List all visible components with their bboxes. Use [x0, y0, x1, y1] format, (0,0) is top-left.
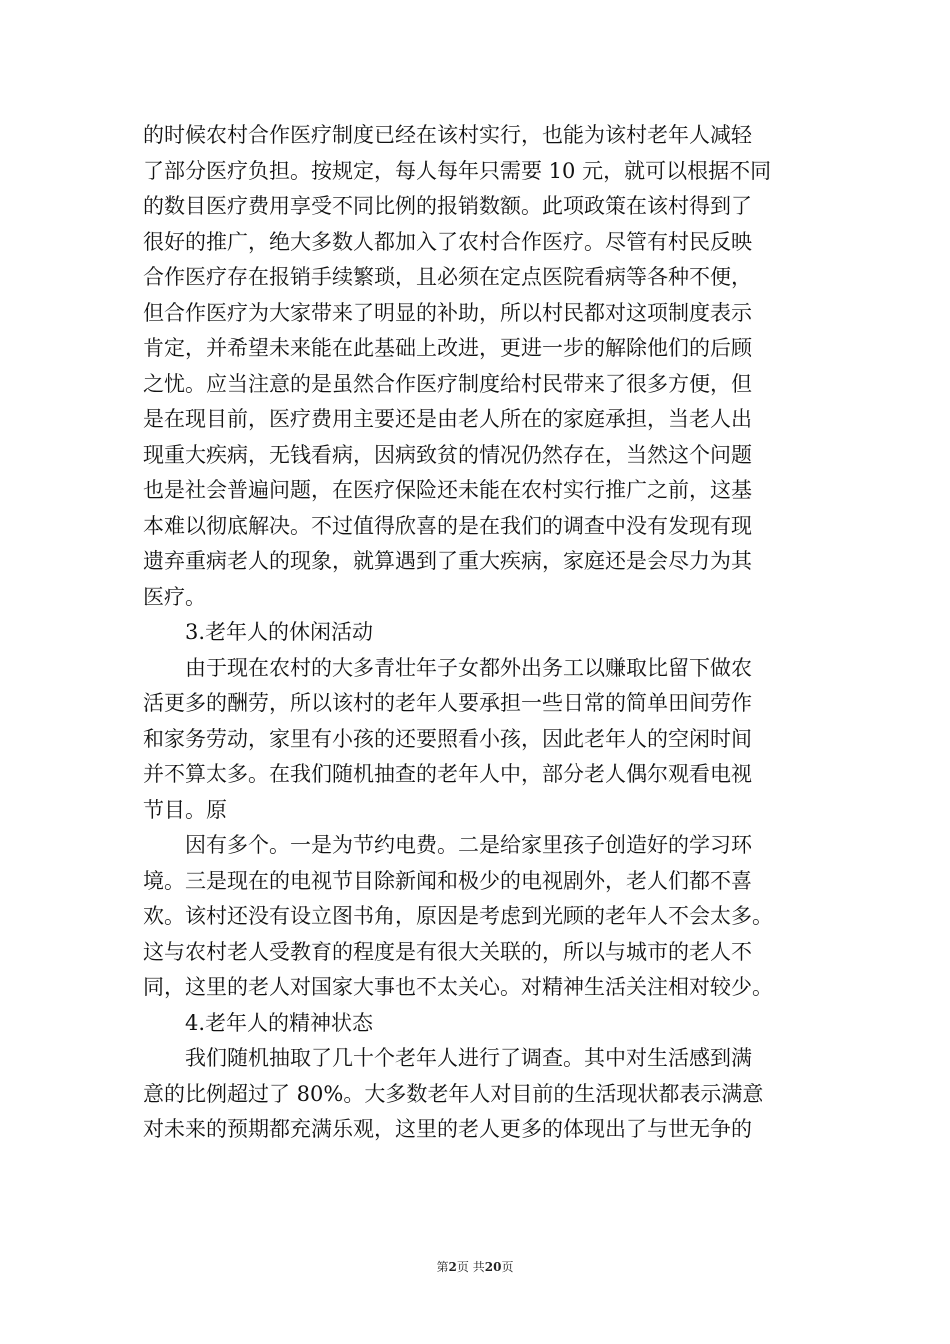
- text-line: 由于现在农村的大多青壮年子女都外出务工以赚取比留下做农: [185, 655, 752, 680]
- section-heading: 3.老年人的休闲活动: [185, 620, 374, 644]
- text-line: 我们随机抽取了几十个老年人进行了调查。其中对生活感到满: [185, 1046, 752, 1070]
- text-line: 医疗。: [143, 584, 206, 609]
- text-line: 这与农村老人受教育的程度是有很大关联的，所以与城市的老人不: [143, 939, 752, 964]
- text-line: 意的比例超过了 80%。大多数老年人对目前的生活现状都表示满意: [143, 1081, 764, 1106]
- text-line: 同，这里的老人对国家大事也不太关心。对精神生活关注相对较少。: [143, 975, 773, 999]
- text-line: 并不算太多。在我们随机抽查的老年人中，部分老人偶尔观看电视: [143, 762, 752, 786]
- footer-prefix: 第: [436, 1260, 449, 1274]
- text-line: 境。三是现在的电视节目除新闻和极少的电视剧外，老人们都不喜: [143, 868, 752, 893]
- text-line: 之忧。应当注意的是虽然合作医疗制度给村民带来了很多方便，但: [143, 371, 752, 396]
- text-line: 也是社会普遍问题，在医疗保险还未能在农村实行推广之前，这基: [143, 478, 752, 502]
- text-line: 了部分医疗负担。按规定，每人每年只需要 10 元，就可以根据不同: [143, 158, 772, 183]
- text-line: 是在现目前，医疗费用主要还是由老人所在的家庭承担，当老人出: [143, 407, 752, 431]
- text-line: 很好的推广，绝大多数人都加入了农村合作医疗。尽管有村民反映: [143, 229, 752, 254]
- text-line: 合作医疗存在报销手续繁琐，且必须在定点医院看病等各种不便，: [143, 265, 752, 289]
- text-line: 现重大疾病，无钱看病，因病致贫的情况仍然存在，当然这个问题: [143, 442, 752, 467]
- text-line: 遗弃重病老人的现象，就算遇到了重大疾病，家庭还是会尽力为其: [143, 549, 752, 573]
- section-heading: 4.老年人的精神状态: [185, 1010, 374, 1035]
- footer-page-number: 2: [448, 1260, 457, 1274]
- footer-middle: 页 共: [456, 1260, 485, 1274]
- text-line: 活更多的酬劳，所以该村的老年人要承担一些日常的简单田间劳作: [143, 691, 752, 715]
- page-footer: [0, 1259, 950, 1275]
- text-line: 对未来的预期都充满乐观，这里的老人更多的体现出了与世无争的: [143, 1117, 752, 1141]
- text-line: 的数目医疗费用享受不同比例的报销数额。此项政策在该村得到了: [143, 194, 752, 218]
- text-line: 节目。原: [143, 797, 227, 822]
- body-text: [143, 118, 823, 1148]
- text-line: 本难以彻底解决。不过值得欣喜的是在我们的调查中没有发现有现: [143, 513, 752, 538]
- footer-suffix: 页: [501, 1260, 514, 1274]
- text-line: 和家务劳动，家里有小孩的还要照看小孩，因此老年人的空闲时间: [143, 726, 752, 751]
- text-line: 欢。该村还没有设立图书角，原因是考虑到光顾的老年人不会太多。: [143, 904, 773, 928]
- text-line: 的时候农村合作医疗制度已经在该村实行，也能为该村老年人减轻: [143, 123, 752, 147]
- text-line: 因有多个。一是为节约电费。二是给家里孩子创造好的学习环: [185, 833, 752, 857]
- text-line: 肯定，并希望未来能在此基础上改进，更进一步的解除他们的后顾: [143, 336, 752, 360]
- text-line: 但合作医疗为大家带来了明显的补助，所以村民都对这项制度表示: [143, 300, 752, 325]
- footer-total-pages: 20: [484, 1260, 502, 1274]
